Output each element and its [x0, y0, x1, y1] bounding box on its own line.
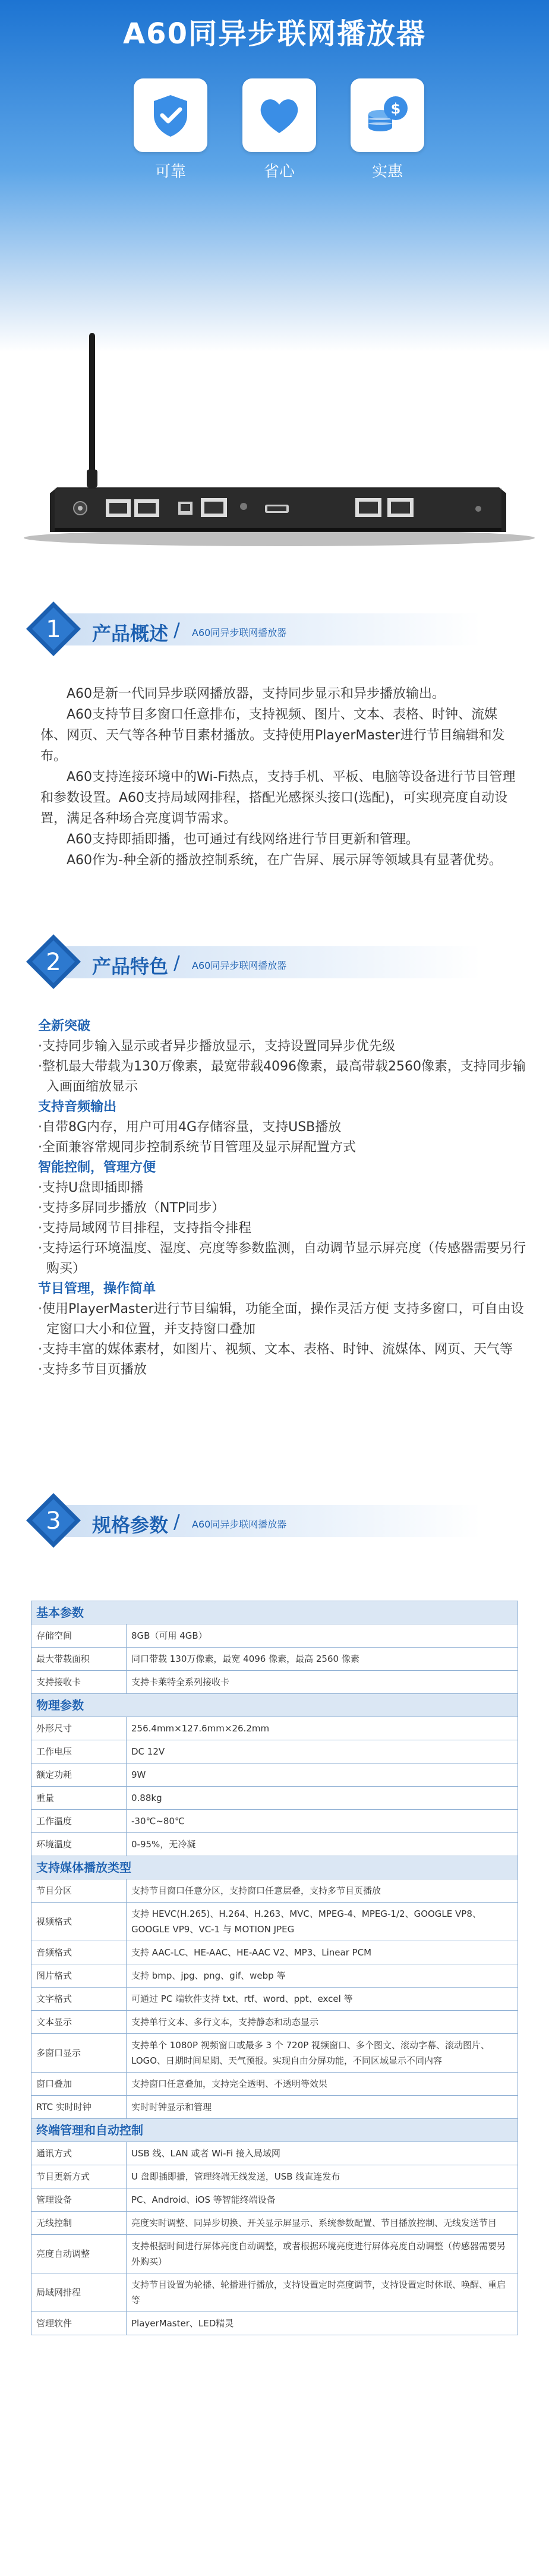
spec-value: 实时时钟显示和管理: [127, 2096, 518, 2119]
table-row: [31, 1624, 518, 1648]
section-subtitle: A60同异步联网播放器: [192, 627, 287, 638]
table-row: [31, 2034, 518, 2073]
spec-value: 可通过 PC 端软件支持 txt、rtf、word、ppt、excel 等: [127, 1988, 518, 2011]
list-item: ·支持运行环境温度、湿度、亮度等参数监测，自动调节显示屏亮度（传感器需要另行购买）: [38, 1241, 526, 1276]
spec-value: 支持窗口任意叠加，支持完全透明、不透明等效果: [127, 2073, 518, 2096]
spec-category: 物理参数: [31, 1694, 518, 1717]
spec-key: 文本显示: [31, 2011, 127, 2034]
table-row: [31, 2188, 518, 2212]
list-item: ·支持丰富的媒体素材，如图片、视频、文本、表格、时钟、流媒体、网页、天气等: [38, 1342, 513, 1357]
table-row: [31, 1879, 518, 1903]
spec-key: 亮度自动调整: [31, 2235, 127, 2273]
spec-category: 基本参数: [31, 1601, 518, 1624]
list-item: ·支持局域网节目排程，支持指令排程: [38, 1221, 252, 1236]
feature-heading: 智能控制，管理方便: [38, 1160, 156, 1175]
overview-paragraph: A60支持节目多窗口任意排布，支持视频、图片、文本、表格、时钟、流媒体、网页、天气等各种节目素材播放。支持使用PlayerMaster进行节目编辑和发布。: [40, 707, 505, 764]
spec-key: 管理设备: [31, 2188, 127, 2212]
spec-value: 支持节目窗口任意分区，支持窗口任意层叠，支持多节目页播放: [127, 1879, 518, 1903]
table-row: [31, 2073, 518, 2096]
table-row: [31, 1763, 518, 1787]
table-row: [31, 1810, 518, 1833]
svg-text:1: 1: [46, 616, 61, 643]
table-row: [31, 1833, 518, 1856]
feature-label: 省心: [263, 163, 295, 181]
spec-value: 0.88kg: [127, 1787, 518, 1810]
list-item: ·全面兼容常规同步控制系统节目管理及显示屏配置方式: [38, 1140, 356, 1155]
spec-table: [31, 1601, 518, 2335]
spec-key: 工作温度: [31, 1810, 127, 1833]
table-row: [31, 1941, 518, 1964]
spec-key: 管理软件: [31, 2312, 127, 2335]
table-row: [31, 1671, 518, 1694]
overview-text: [40, 684, 522, 871]
spec-key: 无线控制: [31, 2212, 127, 2235]
spec-category: 终端管理和自动控制: [31, 2119, 518, 2142]
table-row: [31, 1787, 518, 1810]
device-image: [0, 0, 549, 568]
overview-paragraph: A60支持连接环境中的Wi-Fi热点，支持手机、平板、电脑等设备进行节目管理和参数设置。A60支持局域网排程，搭配光感探头接口(选配)，可实现亮度自动设置，满足各种场合亮度调节需求。: [40, 770, 516, 826]
spec-value: 支持 bmp、jpg、png、gif、webp 等: [127, 1964, 518, 1988]
spec-key: 额定功耗: [31, 1763, 127, 1787]
feature-heading: 节目管理，操作简单: [38, 1281, 156, 1296]
table-row: [31, 2273, 518, 2312]
list-item: ·自带8G内存，用户可用4G存储容量，支持USB播放: [38, 1120, 342, 1135]
section-number-badge: [25, 600, 82, 657]
page-footer: [0, 2555, 549, 2576]
section-subtitle: A60同异步联网播放器: [192, 1519, 287, 1530]
section-divider: /: [173, 1510, 180, 1533]
spec-key: 通讯方式: [31, 2142, 127, 2165]
spec-category: 支持媒体播放类型: [31, 1856, 518, 1879]
spec-value: 支持 AAC-LC、HE-AAC、HE-AAC V2、MP3、Linear PCM: [127, 1941, 518, 1964]
spec-value: 9W: [127, 1763, 518, 1787]
spec-key: RTC 实时时钟: [31, 2096, 127, 2119]
feature-label: 实惠: [371, 163, 403, 181]
section-header-features: [0, 933, 549, 1004]
spec-key: 文字格式: [31, 1988, 127, 2011]
overview-paragraph: A60支持即插即播，也可通过有线网络进行节目更新和管理。: [67, 832, 419, 847]
spec-value: 亮度实时调整、同异步切换、开关显示屏显示、系统参数配置、节目播放控制、无线发送节目: [127, 2212, 518, 2235]
section-divider: /: [173, 619, 180, 641]
section-header-overview: [0, 600, 549, 672]
spec-value: 8GB（可用 4GB）: [127, 1624, 518, 1648]
list-item: ·支持同步输入显示或者异步播放显示，支持设置同异步优先级: [38, 1039, 396, 1054]
spec-key: 多窗口显示: [31, 2034, 127, 2073]
list-item: ·支持多节目页播放: [38, 1362, 147, 1377]
features-list: [38, 1016, 531, 1380]
section-title: 产品特色: [92, 955, 169, 978]
spec-key: 图片格式: [31, 1964, 127, 1988]
hero-banner: [0, 0, 549, 568]
spec-value: 支持单个 1080P 视频窗口或最多 3 个 720P 视频窗口、多个图文、滚动字幕、滚动图片、LOGO、日期时间星期、天气预报。实现自由分屏功能，不同区域显示不同内容: [127, 2034, 518, 2073]
table-row: [31, 2312, 518, 2335]
svg-text:$: $: [390, 100, 401, 117]
spec-value: PlayerMaster、LED精灵: [127, 2312, 518, 2335]
spec-value: 256.4mm×127.6mm×26.2mm: [127, 1717, 518, 1740]
spec-key: 环境温度: [31, 1833, 127, 1856]
table-row: [31, 1717, 518, 1740]
svg-text:3: 3: [46, 1507, 61, 1535]
table-row: [31, 1903, 518, 1941]
spec-key: 存储空间: [31, 1624, 127, 1648]
section-number-badge: [25, 933, 82, 990]
list-item: ·整机最大带载为130万像素，最宽带载4096像素，最高带载2560像素，支持同步输入画面缩放显示: [38, 1059, 526, 1094]
spec-value: 支持根据时间进行屏体亮度自动调整，或者根据环境亮度进行屏体亮度自动调整（传感器需要另外购买）: [127, 2235, 518, 2273]
spec-value: -30℃~80℃: [127, 1810, 518, 1833]
feature-label: 可靠: [154, 163, 186, 181]
spec-value: 支持节目设置为轮播、轮播进行播放，支持设置定时亮度调节，支持设置定时休眠、唤醒、重启等: [127, 2273, 518, 2312]
section-header-specs: [0, 1492, 549, 1563]
table-row: [31, 2011, 518, 2034]
spec-key: 最大带载面积: [31, 1648, 127, 1671]
overview-paragraph: A60作为-种全新的播放控制系统，在广告屏、展示屏等领域具有显著优势。: [67, 853, 502, 868]
spec-value: 同口带载 130万像素，最宽 4096 像素，最高 2560 像素: [127, 1648, 518, 1671]
spec-value: DC 12V: [127, 1740, 518, 1763]
spec-category-row: [31, 1601, 518, 1624]
page-title: A60同异步联网播放器: [123, 17, 426, 51]
spec-value: 支持单行文本、多行文本，支持静态和动态显示: [127, 2011, 518, 2034]
spec-key: 窗口叠加: [31, 2073, 127, 2096]
table-row: [31, 1648, 518, 1671]
section-subtitle: A60同异步联网播放器: [192, 960, 287, 971]
spec-key: 音频格式: [31, 1941, 127, 1964]
feature-heading: 全新突破: [38, 1019, 91, 1034]
section-title: 规格参数: [92, 1514, 169, 1536]
table-row: [31, 2165, 518, 2188]
list-item: ·支持U盘即插即播: [38, 1180, 144, 1195]
spec-value: U 盘即插即播，管理终端无线发送，USB 线直连发布: [127, 2165, 518, 2188]
table-row: [31, 1964, 518, 1988]
spec-category-row: [31, 1856, 518, 1879]
spec-key: 工作电压: [31, 1740, 127, 1763]
svg-text:2: 2: [46, 949, 61, 976]
spec-value: PC、Android、iOS 等智能终端设备: [127, 2188, 518, 2212]
table-row: [31, 2096, 518, 2119]
spec-key: 外形尺寸: [31, 1717, 127, 1740]
list-item: ·使用PlayerMaster进行节目编辑，功能全面，操作灵活方便 支持多窗口，可自由设定窗口大小和位置，并支持窗口叠加: [38, 1302, 524, 1337]
spec-value: 支持卡莱特全系列接收卡: [127, 1671, 518, 1694]
spec-key: 节目更新方式: [31, 2165, 127, 2188]
spec-key: 节目分区: [31, 1879, 127, 1903]
spec-category-row: [31, 1694, 518, 1717]
spec-value: 支持 HEVC(H.265)、H.264、H.263、MVC、MPEG-4、MPEG-1/2、GOOGLE VP8、GOOGLE VP9、VC-1 与 MOTION JPEG: [127, 1903, 518, 1941]
table-row: [31, 1988, 518, 2011]
table-row: [31, 2212, 518, 2235]
spec-value: 0-95%，无冷凝: [127, 1833, 518, 1856]
table-row: [31, 2142, 518, 2165]
section-number-badge: [25, 1492, 82, 1549]
feature-heading: 支持音频输出: [38, 1100, 117, 1114]
spec-category-row: [31, 2119, 518, 2142]
spec-key: 视频格式: [31, 1903, 127, 1941]
spec-value: USB 线、LAN 或者 Wi-Fi 接入局域网: [127, 2142, 518, 2165]
spec-key: 重量: [31, 1787, 127, 1810]
overview-paragraph: A60是新一代同异步联网播放器，支持同步显示和异步播放输出。: [67, 686, 446, 701]
table-row: [31, 2235, 518, 2273]
spec-key: 支持接收卡: [31, 1671, 127, 1694]
table-row: [31, 1740, 518, 1763]
section-divider: /: [173, 952, 180, 974]
list-item: ·支持多屏同步播放（NTP同步）: [38, 1201, 225, 1215]
section-title: 产品概述: [92, 622, 169, 645]
spec-key: 局域网排程: [31, 2273, 127, 2312]
